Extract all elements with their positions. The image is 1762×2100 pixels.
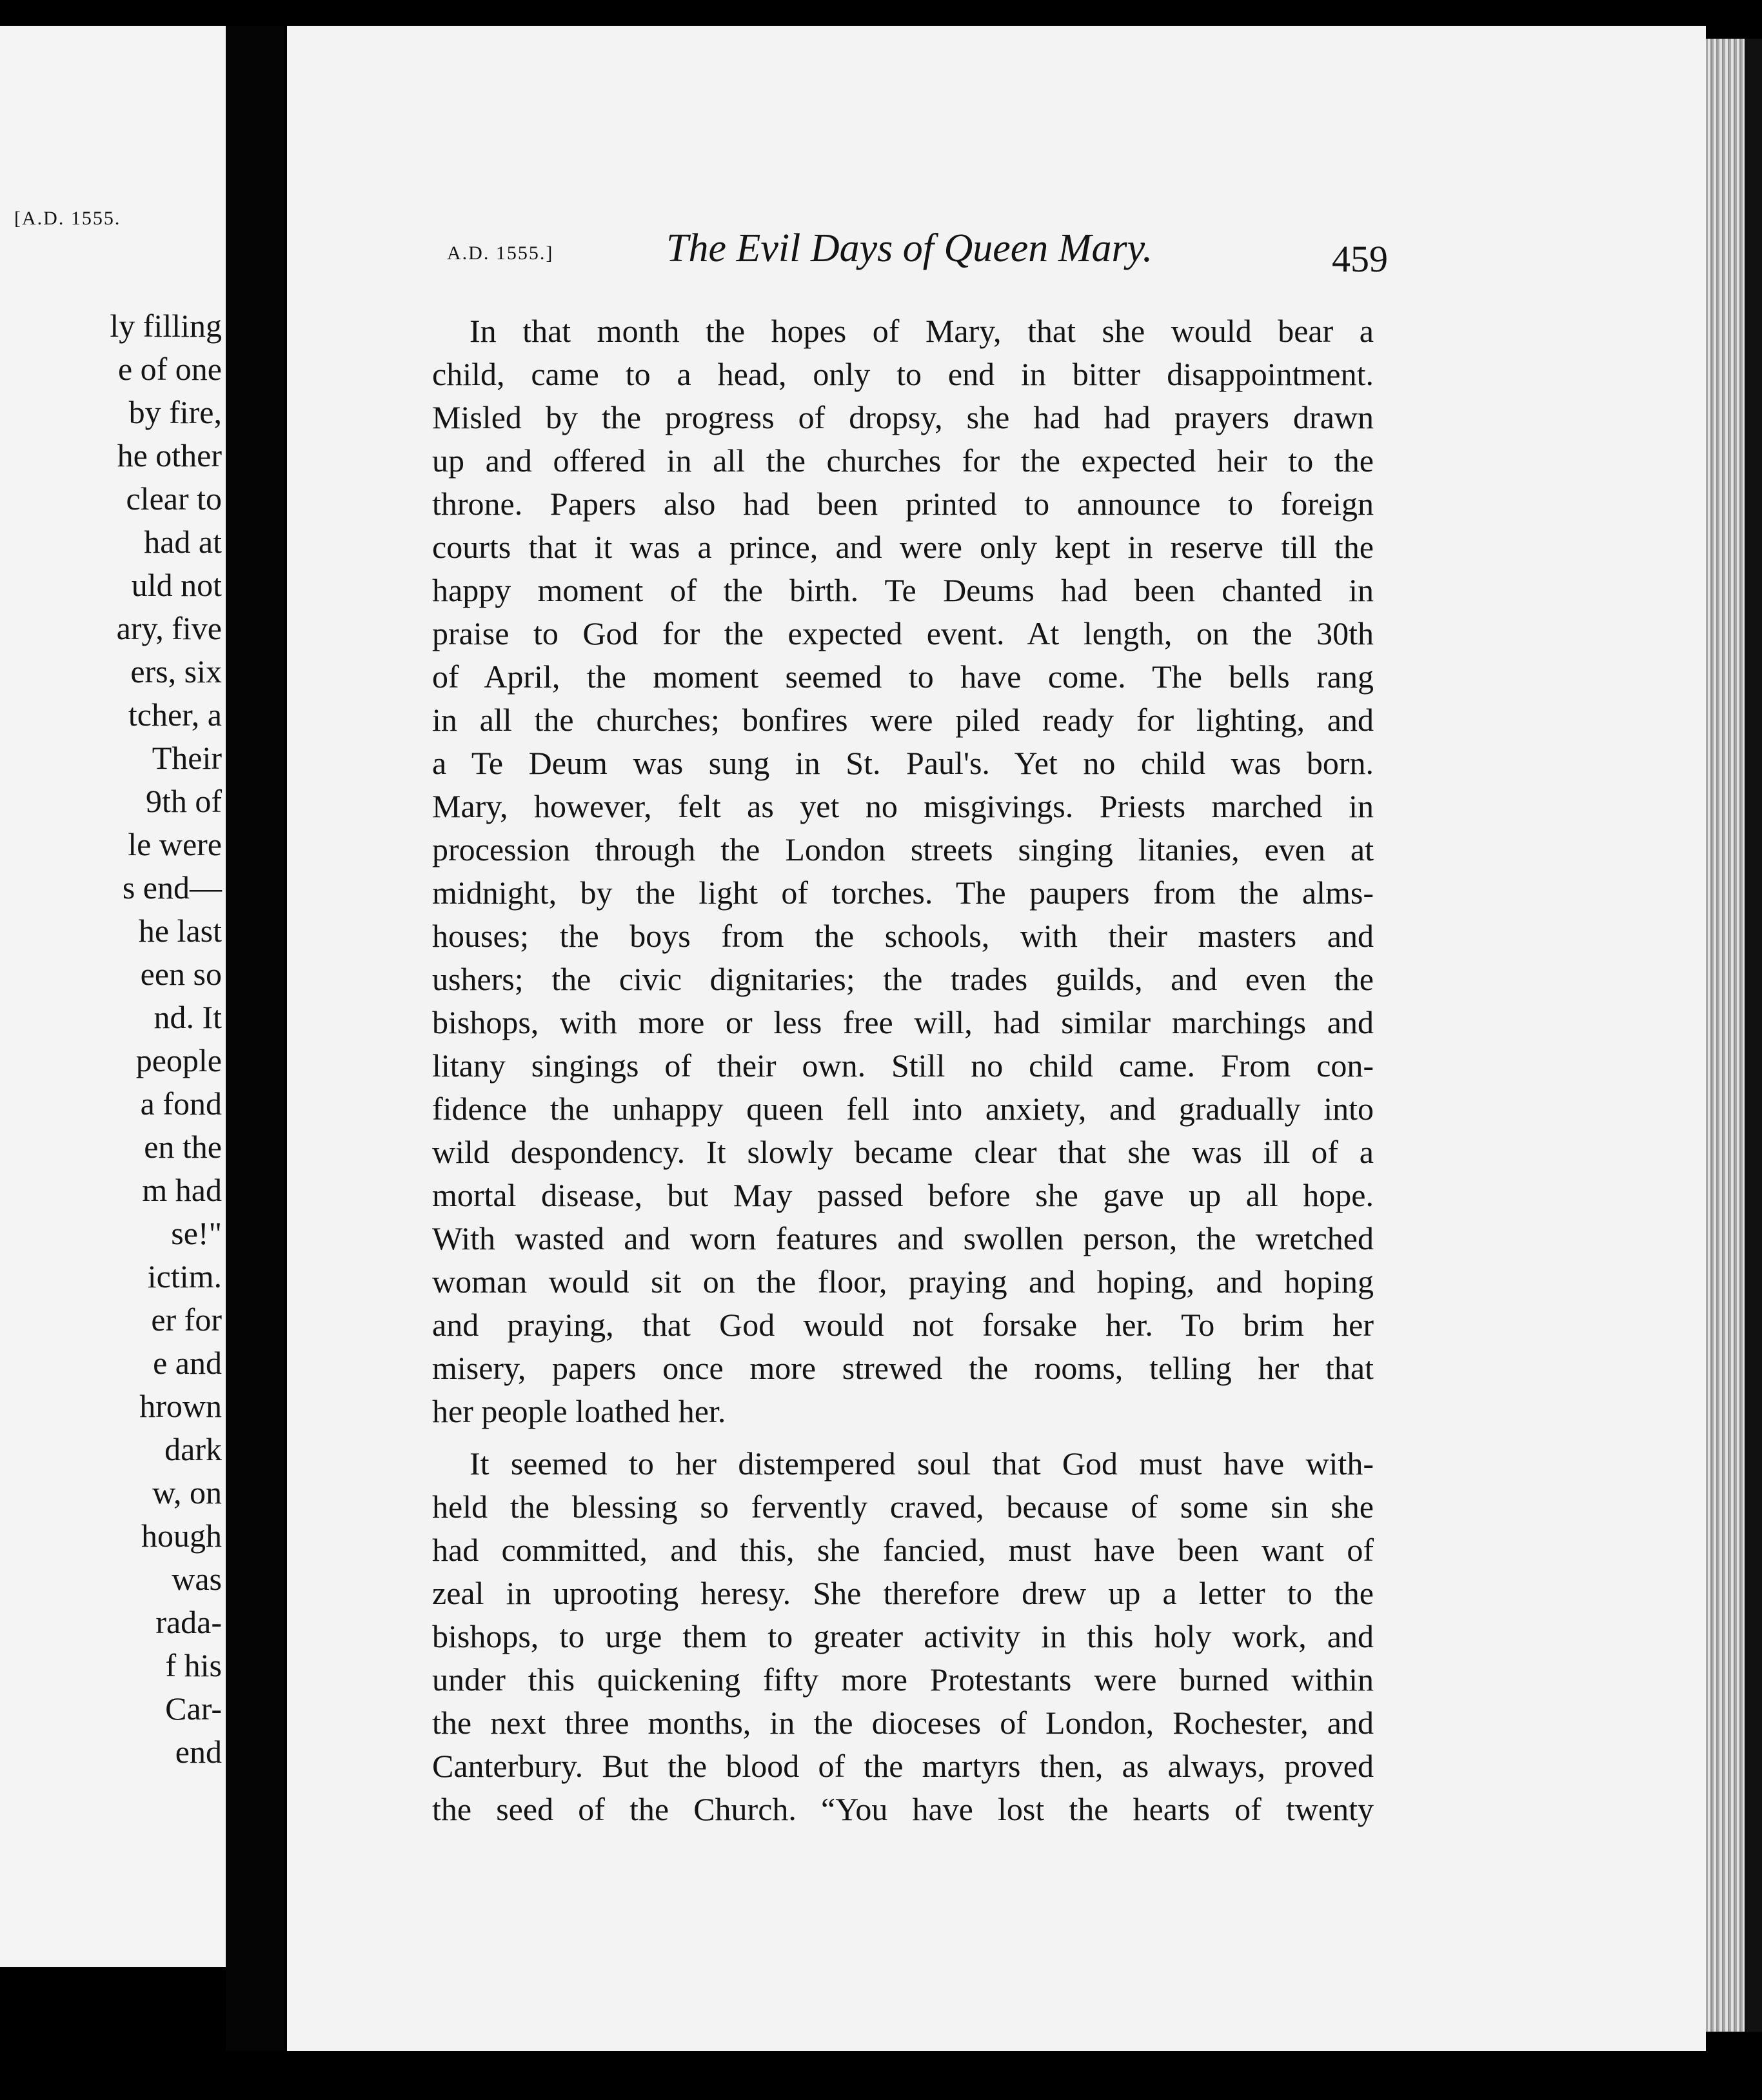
text-line: and praying, that God would not forsake her. To brim her — [432, 1307, 1374, 1343]
gutter-shadow — [226, 26, 284, 2051]
left-page-line: ictim. — [147, 1258, 222, 1294]
left-page-line: was — [172, 1561, 222, 1597]
left-page-line: by fire, — [128, 394, 222, 430]
left-page-line: hrown — [139, 1388, 222, 1424]
left-page-line: e and — [153, 1345, 222, 1381]
running-head-date: A.D. 1555.] — [447, 243, 554, 264]
left-page-line: Car- — [165, 1690, 222, 1727]
left-page-line: hough — [141, 1518, 222, 1554]
left-page-line: clear to — [126, 480, 222, 517]
text-line: child, came to a head, only to end in bitter disappointment. — [432, 356, 1374, 392]
text-line: ushers; the civic dignitaries; the trades guilds, and even the — [432, 961, 1374, 997]
text-line: Canterbury. But the blood of the martyrs then, as always, proved — [432, 1748, 1374, 1784]
text-line: Misled by the progress of dropsy, she had had prayers drawn — [432, 399, 1374, 435]
left-page-line: ly filling — [110, 308, 222, 344]
left-page-line: uld not — [131, 567, 222, 603]
left-page-line: he other — [117, 437, 222, 473]
text-line: the seed of the Church. “You have lost the hearts of twenty — [432, 1791, 1374, 1827]
text-line: In that month the hopes of Mary, that she would bear a — [470, 313, 1374, 349]
left-page-line: e of one — [117, 351, 222, 387]
page-edges-shadow — [1745, 39, 1762, 2032]
main-page — [287, 26, 1706, 2051]
text-line: the next three months, in the dioceses of London, Rochester, and — [432, 1705, 1374, 1741]
text-line: litany singings of their own. Still no child came. From con- — [432, 1047, 1374, 1084]
left-page-line: le were — [128, 826, 222, 862]
left-page-line: en the — [144, 1129, 222, 1165]
text-line: held the blessing so fervently craved, because of some sin she — [432, 1489, 1374, 1525]
paragraph — [432, 1442, 1374, 1831]
text-line: midnight, by the light of torches. The paupers from the alms- — [432, 875, 1374, 911]
left-page-line: se!" — [171, 1215, 222, 1251]
paragraph-gap — [432, 1433, 1374, 1442]
left-page-line: end — [175, 1734, 222, 1770]
text-line: bishops, to urge them to greater activity in this holy work, and — [432, 1618, 1374, 1654]
text-line: up and offered in all the churches for the expected heir to the — [432, 442, 1374, 479]
text-line: courts that it was a prince, and were only kept in reserve till the — [432, 529, 1374, 565]
left-page-line: tcher, a — [128, 697, 222, 733]
left-page-line: he last — [138, 913, 222, 949]
text-line: a Te Deum was sung in St. Paul's. Yet no child was born. — [432, 745, 1374, 781]
left-page-line: had at — [144, 524, 222, 560]
left-page-line: dark — [164, 1431, 222, 1467]
left-page-line: ary, five — [116, 610, 222, 646]
text-line: zeal in uprooting heresy. She therefore drew up a letter to the — [432, 1575, 1374, 1611]
left-page-line: er for — [151, 1302, 222, 1338]
text-line: her people loathed her. — [432, 1393, 726, 1429]
left-page-line: w, on — [152, 1474, 222, 1511]
text-line: fidence the unhappy queen fell into anxiety, and gradually into — [432, 1091, 1374, 1127]
text-line: woman would sit on the floor, praying and hoping, and hoping — [432, 1263, 1374, 1300]
running-head — [287, 219, 1706, 290]
text-line: of April, the moment seemed to have come. The bells rang — [432, 659, 1374, 695]
left-page-line: Their — [152, 740, 222, 776]
text-line: houses; the boys from the schools, with their masters and — [432, 918, 1374, 954]
left-page-line: s end— — [122, 869, 222, 906]
text-line: procession through the London streets singing litanies, even at — [432, 831, 1374, 867]
text-line: had committed, and this, she fancied, must have been want of — [432, 1532, 1374, 1568]
left-page-line: rada- — [155, 1604, 222, 1640]
left-page-line: m had — [142, 1172, 222, 1208]
text-line: throne. Papers also had been printed to announce to foreign — [432, 486, 1374, 522]
left-page-text — [110, 304, 222, 1774]
text-line: mortal disease, but May passed before she gave up all hope. — [432, 1177, 1374, 1213]
text-line: praise to God for the expected event. At length, on the 30th — [432, 615, 1374, 651]
left-page-line: nd. It — [153, 999, 222, 1035]
page-edges — [1706, 39, 1745, 2032]
left-page — [0, 26, 230, 1967]
left-page-line: 9th of — [145, 783, 222, 819]
text-line: With wasted and worn features and swollen person, the wretched — [432, 1220, 1374, 1256]
left-page-line: ers, six — [130, 653, 222, 689]
text-line: It seemed to her distempered soul that God must have with- — [470, 1445, 1374, 1481]
body-text — [432, 310, 1374, 1831]
running-head-title: The Evil Days of Queen Mary. — [666, 226, 1153, 270]
text-line: misery, papers once more strewed the rooms, telling her that — [432, 1350, 1374, 1386]
text-line: Mary, however, felt as yet no misgivings. Priests marched in — [432, 788, 1374, 824]
left-page-line: a fond — [140, 1085, 222, 1122]
text-line: in all the churches; bonfires were piled ready for lighting, and — [432, 702, 1374, 738]
text-line: wild despondency. It slowly became clear that she was ill of a — [432, 1134, 1374, 1170]
left-running-head: [A.D. 1555. — [14, 208, 121, 229]
text-line: under this quickening fifty more Protestants were burned within — [432, 1661, 1374, 1698]
text-line: happy moment of the birth. Te Deums had been chanted in — [432, 572, 1374, 608]
page-number: 459 — [1332, 238, 1388, 280]
left-page-line: een so — [140, 956, 222, 992]
left-page-line: f his — [165, 1647, 222, 1683]
left-page-line: people — [135, 1042, 222, 1078]
text-line: bishops, with more or less free will, had similar marchings and — [432, 1004, 1374, 1040]
paragraph — [432, 310, 1374, 1433]
